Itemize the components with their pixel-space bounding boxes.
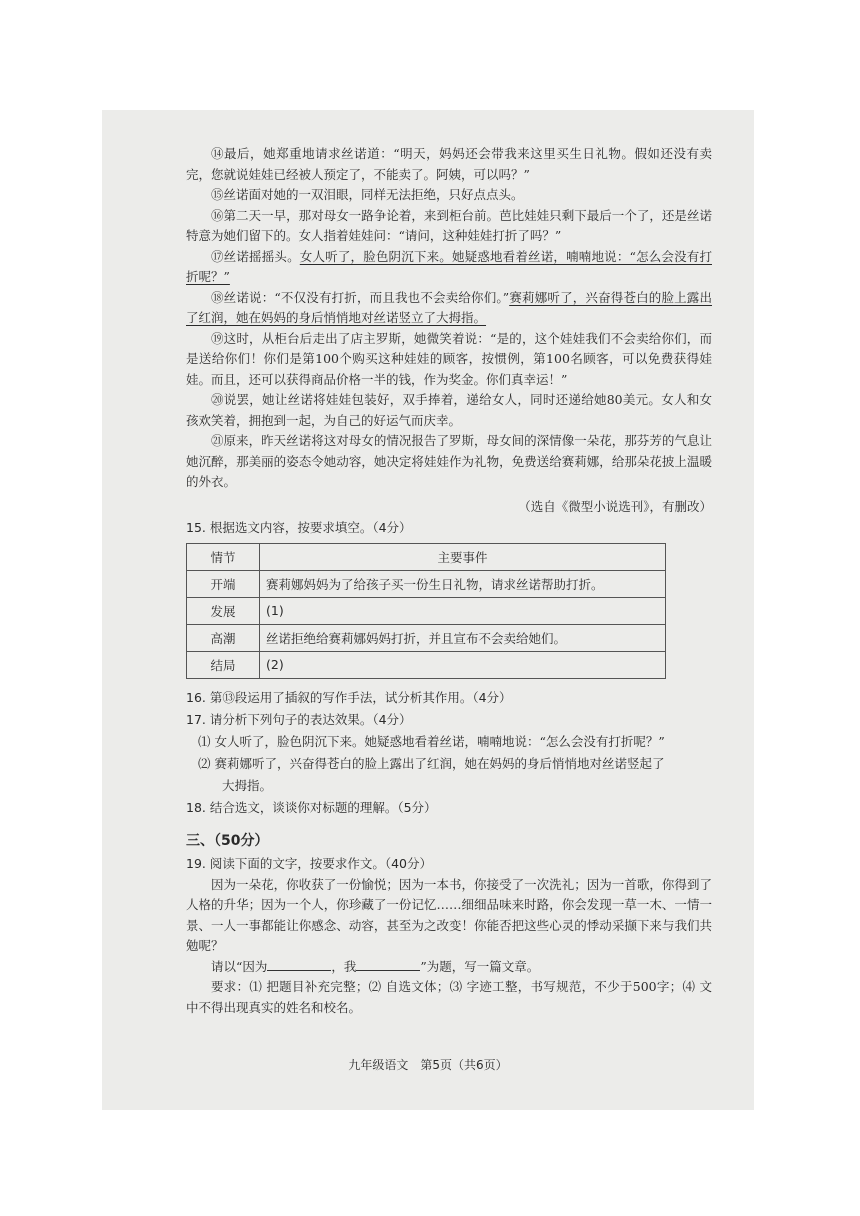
table-row — [187, 597, 666, 624]
title-part-1: 请以“因为 — [211, 958, 268, 974]
row-event: (1) — [260, 597, 666, 624]
row-event: (2) — [260, 651, 666, 678]
question-17-sentence-2 — [186, 753, 712, 797]
paragraph-18-start: ⑱丝诺说：“不仅没有打折，而且我也不会卖给你们。” — [211, 289, 510, 305]
sentence-2-line-1: ⑵ 赛莉娜听了，兴奋得苍白的脸上露出了红润，她在妈妈的身后悄悄地对丝诺竖起了 — [198, 755, 665, 771]
page-content — [186, 144, 712, 1018]
title-blank-1 — [267, 958, 331, 971]
question-19: 19. 阅读下面的文字，按要求作文。（40分） — [186, 855, 433, 871]
underlined-sentence-1: 女人听了，脸色阴沉下来。她疑惑地看着丝诺，喃喃地说：“怎么会没有打折呢？” — [186, 248, 712, 284]
writing-prompt-passage: 因为一朵花，你收获了一份愉悦；因为一本书，你接受了一次洗礼；因为一首歌，你得到了人格的升华；因为一个人，你珍藏了一份记忆……细细品味来时路，你会发现一草一木、一情一景、一人一事都能让你感念、动容，甚至为之改变！你能否把这些心灵的悸动采撷下来与我们共勉呢？ — [186, 876, 712, 953]
row-event: 丝诺拒绝给赛莉娜妈妈打折，并且宣布不会卖给她们。 — [260, 624, 666, 651]
paragraph-17 — [186, 247, 712, 288]
title-blank-2 — [356, 958, 420, 971]
question-16: 16. 第⑬段运用了插叙的写作手法，试分析其作用。（4分） — [186, 689, 512, 705]
sentence-2-line-2: 大拇指。 — [222, 777, 273, 793]
header-plot: 情节 — [187, 543, 260, 570]
header-event: 主要事件 — [260, 543, 666, 570]
table-row — [187, 570, 666, 597]
table-header-row — [187, 543, 666, 570]
writing-title-instruction — [186, 957, 712, 978]
table-row — [187, 651, 666, 678]
question-17: 17. 请分析下列句子的表达效果。（4分） — [186, 711, 412, 727]
exam-page — [102, 110, 754, 1110]
paragraph-17-start: ⑰丝诺摇摇头。 — [211, 248, 300, 264]
paragraph-21: ㉑原来，昨天丝诺将这对母女的情况报告了罗斯，母女间的深情像一朵花，那芬芳的气息让她沉醉，那美丽的姿态令她动容，她决定将娃娃作为礼物，免费送给赛莉娜，给那朵花披上温暖的外衣。 — [186, 433, 712, 489]
paragraph-20: ⑳说罢，她让丝诺将娃娃包装好，双手捧着，递给女人，同时还递给她80美元。女人和女孩欢笑着，拥抱到一起，为自己的好运气而庆幸。 — [186, 392, 712, 428]
question-18: 18. 结合选文，谈谈你对标题的理解。（5分） — [186, 799, 437, 815]
row-label: 开端 — [187, 570, 260, 597]
section-3-heading: 三、（50分） — [186, 832, 269, 849]
row-label: 高潮 — [187, 624, 260, 651]
source-note: （选自《微型小说选刊》，有删改） — [518, 498, 712, 514]
paragraph-18 — [186, 288, 712, 329]
row-event: 赛莉娜妈妈为了给孩子买一份生日礼物，请求丝诺帮助打折。 — [260, 570, 666, 597]
paragraph-14: ⑭最后，她郑重地请求丝诺道：“明天，妈妈还会带我来这里买生日礼物。假如还没有卖完，您就说娃娃已经被人预定了，不能卖了。阿姨，可以吗？” — [186, 146, 712, 182]
title-part-2: ，我 — [331, 958, 357, 974]
paragraph-16: ⑯第二天一早，那对母女一路争论着，来到柜台前。芭比娃娃只剩下最后一个了，还是丝诺特意为她们留下的。女人指着娃娃问：“请问，这种娃娃打折了吗？” — [186, 207, 712, 243]
plot-table — [186, 543, 666, 679]
paragraph-15: ⑮丝诺面对她的一双泪眼，同样无法拒绝，只好点点头。 — [211, 187, 524, 202]
row-label: 发展 — [187, 597, 260, 624]
title-part-3: ”为题，写一篇文章。 — [420, 958, 540, 974]
paragraph-19: ⑲这时，从柜台后走出了店主罗斯，她微笑着说：“是的，这个娃娃我们不会卖给你们，而是送给你们！你们是第100个购买这种娃娃的顾客，按惯例，第100名顾客，可以免费获得娃娃。而且，还可以获得商品价格一半的钱，作为奖金。你们真幸运！” — [186, 330, 712, 387]
table-row — [187, 624, 666, 651]
question-17-sentence-1: ⑴ 女人听了，脸色阴沉下来。她疑惑地看着丝诺，喃喃地说：“怎么会没有打折呢？” — [198, 733, 665, 749]
page-footer: 九年级语文 第5页（共6页） — [348, 1058, 508, 1072]
underlined-sentence-2: 赛莉娜听了，兴奋得苍白的脸上露出了红润，她在妈妈的身后悄悄地对丝诺竖立了大拇指。 — [186, 289, 712, 325]
row-label: 结局 — [187, 651, 260, 678]
writing-requirements: 要求：⑴ 把题目补充完整；⑵ 自选文体；⑶ 字迹工整，书写规范，不少于500字；⑷ 文中不得出现真实的姓名和校名。 — [186, 979, 712, 1015]
question-15: 15. 根据选文内容，按要求填空。（4分） — [186, 519, 412, 535]
